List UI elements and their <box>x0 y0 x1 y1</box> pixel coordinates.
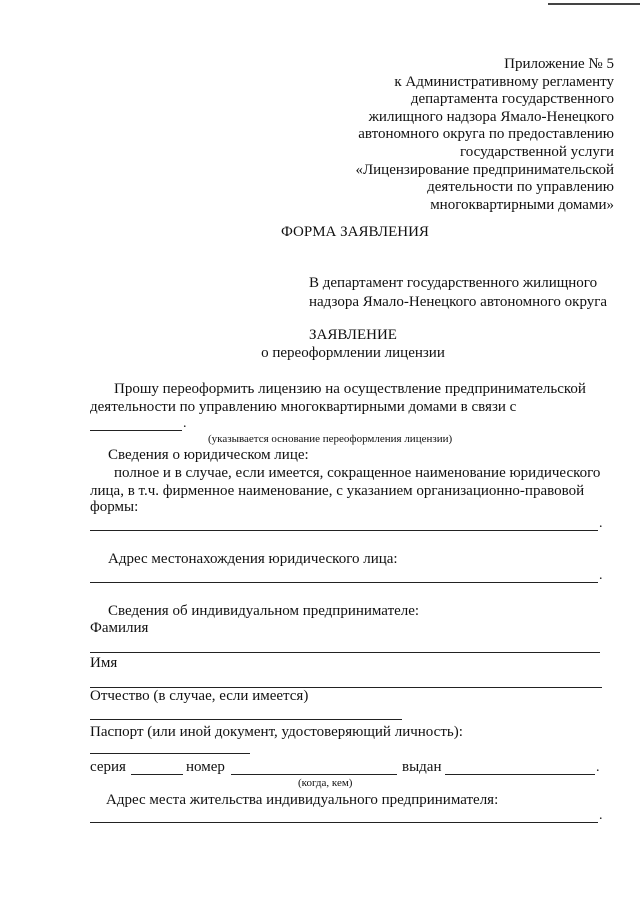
surname-label: Фамилия <box>90 620 149 636</box>
legal-entity-address-label: Адрес местонахождения юридического лица: <box>108 551 398 567</box>
legal-entity-heading: Сведения о юридическом лице: <box>108 447 309 463</box>
legal-entity-name-input-line[interactable] <box>90 530 598 531</box>
passport-label: Паспорт (или иной документ, удостоверяющий личность): <box>90 724 463 740</box>
request-line-2: деятельности по управлению многоквартирными домами в связи с <box>90 399 517 415</box>
legal-entity-name-line-1: полное и в случае, если имеется, сокращенное наименование юридического <box>114 465 601 481</box>
legal-entity-address-input-line[interactable] <box>90 582 598 583</box>
passport-input-line[interactable] <box>90 753 250 754</box>
entrepreneur-heading: Сведения об индивидуальном предпринимателе: <box>108 603 420 619</box>
issued-input-line[interactable] <box>445 774 595 775</box>
addressee-line-1: В департамент государственного жилищного <box>309 275 598 291</box>
issued-label: выдан <box>402 759 442 775</box>
statement-title: ЗАЯВЛЕНИЕ <box>309 327 397 343</box>
annex-block <box>355 56 614 214</box>
annex-line: многоквартирными домами» <box>430 196 614 213</box>
issued-dot: . <box>596 760 600 775</box>
legal-entity-name-line-3: формы: <box>90 499 139 515</box>
corner-mark <box>548 3 640 5</box>
basis-dot: . <box>183 416 187 431</box>
series-input-line[interactable] <box>131 774 183 775</box>
residence-input-line[interactable] <box>90 822 598 823</box>
request-line-1: Прошу переоформить лицензию на осуществление предпринимательской <box>114 381 586 397</box>
annex-line: департамента государственного <box>410 91 614 108</box>
statement-subtitle: о переоформлении лицензии <box>261 345 445 361</box>
annex-line: автономного округа по предоставлению <box>358 126 614 143</box>
form-title: ФОРМА ЗАЯВЛЕНИЯ <box>281 224 429 240</box>
first-name-label: Имя <box>90 655 118 671</box>
residence-dot: . <box>599 808 603 823</box>
annex-line: «Лицензирование предпринимательской <box>355 161 614 178</box>
annex-line: Приложение № 5 <box>504 56 614 72</box>
issued-hint: (когда, кем) <box>298 777 353 789</box>
residence-label: Адрес места жительства индивидуального предпринимателя: <box>106 792 499 808</box>
number-input-line[interactable] <box>231 774 397 775</box>
legal-entity-address-dot: . <box>599 568 603 583</box>
annex-line: государственной услуги <box>460 143 614 160</box>
surname-input-line[interactable] <box>90 652 600 653</box>
legal-entity-name-line-2: лица, в т.ч. фирменное наименование, с указанием организационно-правовой <box>90 483 585 499</box>
series-label: серия <box>90 759 126 775</box>
basis-hint: (указывается основание переоформления лицензии) <box>208 433 453 445</box>
addressee-line-2: надзора Ямало-Ненецкого автономного округа <box>309 294 608 310</box>
patronymic-label: Отчество (в случае, если имеется) <box>90 688 309 704</box>
annex-line: к Административному регламенту <box>394 73 614 90</box>
annex-line: жилищного надзора Ямало-Ненецкого <box>368 108 614 125</box>
basis-input-line[interactable] <box>90 430 182 431</box>
number-label: номер <box>186 759 225 775</box>
legal-entity-name-dot: . <box>599 516 603 531</box>
patronymic-input-line[interactable] <box>90 719 402 720</box>
annex-line: деятельности по управлению <box>427 179 614 196</box>
